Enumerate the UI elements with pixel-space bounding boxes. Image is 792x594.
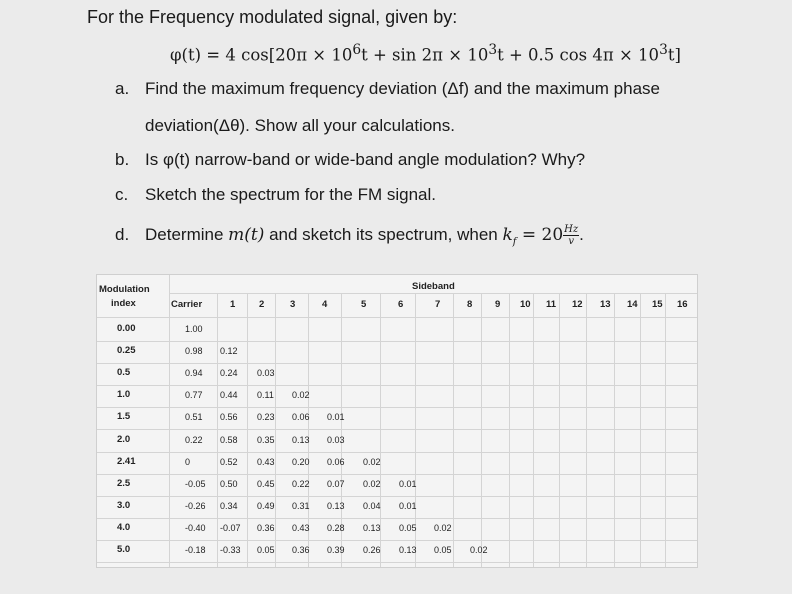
column-header-sideband-15: 15 <box>652 299 663 310</box>
kf-symbol: k <box>502 224 513 245</box>
sideband-value-cell: 0.31 <box>292 500 310 511</box>
carrier-value-cell: 0.77 <box>185 390 203 401</box>
column-header-sideband-10: 10 <box>520 299 531 310</box>
grid-line-vertical <box>453 293 454 567</box>
part-a <box>115 79 660 99</box>
part-a-label: a. <box>115 79 130 98</box>
column-header-sideband-12: 12 <box>572 299 583 310</box>
sideband-value-cell: 0.22 <box>292 478 310 489</box>
sideband-value-cell: 0.05 <box>399 522 417 533</box>
column-header-sideband-2: 2 <box>259 299 265 310</box>
sideband-value-cell: 0.52 <box>220 456 238 467</box>
grid-line-horizontal <box>97 429 697 430</box>
part-c <box>115 185 436 205</box>
grid-line-horizontal <box>97 518 697 519</box>
column-header-sideband-3: 3 <box>290 299 296 310</box>
row-modulation-index: 4.0 <box>117 521 131 533</box>
sideband-value-cell: 0.39 <box>327 545 345 555</box>
grid-line-vertical <box>169 275 170 567</box>
sideband-value-cell: 0.35 <box>257 434 275 445</box>
grid-line-vertical <box>640 293 641 567</box>
row-modulation-index: 5.0 <box>117 544 131 555</box>
grid-line-vertical <box>247 293 248 567</box>
grid-line-horizontal <box>97 385 697 386</box>
sideband-value-cell: 0.04 <box>363 500 381 511</box>
sideband-value-cell: 0.36 <box>292 545 310 555</box>
row-modulation-index: 0.25 <box>117 345 136 357</box>
row-modulation-index: 0.5 <box>117 367 131 379</box>
sideband-value-cell: 0.45 <box>257 478 275 489</box>
grid-line-vertical <box>586 293 587 567</box>
m-of-t: m(t) <box>228 224 265 245</box>
sideband-value-cell: 0.06 <box>327 456 345 467</box>
part-a-text: Find the maximum frequency deviation (Δf) and the maximum phase <box>145 79 660 98</box>
sideband-value-cell: 0.02 <box>470 545 488 555</box>
header-modulation: Modulation <box>99 284 150 295</box>
column-header-sideband-1: 1 <box>230 299 236 310</box>
column-header-sideband-6: 6 <box>398 299 404 310</box>
question-intro: For the Frequency modulated signal, given by: <box>87 7 458 27</box>
sideband-value-cell: 0.05 <box>257 545 275 555</box>
sideband-value-cell: 0.07 <box>327 478 345 489</box>
carrier-value-cell: -0.26 <box>185 500 206 511</box>
sideband-value-cell: 0.44 <box>220 390 238 401</box>
grid-line-horizontal <box>97 341 697 342</box>
row-modulation-index: 1.0 <box>117 389 131 401</box>
column-header-sideband-9: 9 <box>495 299 501 310</box>
grid-line-vertical <box>481 293 482 567</box>
grid-line-vertical <box>614 293 615 567</box>
sideband-value-cell: 0.24 <box>220 368 238 379</box>
sideband-value-cell: 0.02 <box>434 522 452 533</box>
sideband-value-cell: 0.13 <box>363 522 381 533</box>
header-sideband: Sideband <box>412 281 455 292</box>
sideband-value-cell: 0.03 <box>257 368 275 379</box>
column-header-sideband-8: 8 <box>467 299 473 310</box>
sideband-value-cell: 0.01 <box>399 478 417 489</box>
fm-signal-equation: φ(t) = 4 $\cos[20\pi \times 10^6t + \sin 2\pi \times 10^3t + 0.5$ $\cos 4\pi \times 10^3t$] <box>170 42 681 65</box>
sideband-value-cell: 0.13 <box>399 545 417 555</box>
column-header-sideband-16: 16 <box>677 299 688 310</box>
sideband-value-cell: 0.28 <box>327 522 345 533</box>
carrier-value-cell: 0.22 <box>185 434 203 445</box>
column-header-sideband-7: 7 <box>435 299 441 310</box>
grid-line-vertical <box>217 293 218 567</box>
column-header-carrier: Carrier <box>171 299 203 310</box>
part-c-text: Sketch the spectrum for the FM signal. <box>145 185 437 204</box>
sideband-value-cell: 0.34 <box>220 500 238 511</box>
part-d: d. Determine m(t) and sketch its spectrum, when $k_f = 20$ $\frac{Hz}{v}$ . <box>115 224 584 248</box>
part-b <box>115 150 585 170</box>
column-header-sideband-4: 4 <box>322 299 328 310</box>
header-index: index <box>111 298 136 309</box>
part-c-label: c. <box>115 185 129 204</box>
sideband-value-cell: 0.11 <box>257 390 274 401</box>
sideband-value-cell: 0.56 <box>220 412 238 423</box>
sideband-value-cell: 0.49 <box>257 500 275 511</box>
sideband-value-cell: 0.26 <box>363 545 381 555</box>
grid-line-horizontal <box>97 407 697 408</box>
sideband-value-cell: 0.02 <box>292 390 310 401</box>
part-b-text: Is φ(t) narrow-band or wide-band angle modulation? Why? <box>145 150 586 169</box>
sideband-value-cell: 0.58 <box>220 434 238 445</box>
sideband-value-cell: 0.02 <box>363 478 381 489</box>
sideband-value-cell: 0.50 <box>220 478 238 489</box>
column-header-sideband-14: 14 <box>627 299 638 310</box>
grid-line-horizontal <box>97 317 697 318</box>
sideband-value-cell: 0.43 <box>257 456 275 467</box>
grid-line-vertical <box>509 293 510 567</box>
sideband-value-cell: 0.01 <box>399 500 417 511</box>
row-modulation-index: 2.5 <box>117 477 131 489</box>
sideband-value-cell: -0.33 <box>220 545 241 555</box>
carrier-value-cell: -0.18 <box>185 545 206 555</box>
part-d-label: d. <box>115 224 130 244</box>
column-header-sideband-13: 13 <box>600 299 611 310</box>
sideband-value-cell: 0.36 <box>257 522 275 533</box>
row-modulation-index: 1.5 <box>117 411 131 423</box>
grid-line-vertical <box>559 293 560 567</box>
hz-per-volt-fraction: $\frac{Hz}{v}$ <box>564 224 579 247</box>
column-header-sideband-11: 11 <box>546 299 557 310</box>
grid-line-horizontal <box>97 562 697 563</box>
carrier-value-cell: 1.00 <box>185 324 203 334</box>
carrier-value-cell: 0 <box>185 456 191 467</box>
grid-line-vertical <box>275 293 276 567</box>
sideband-value-cell: 0.03 <box>327 434 345 445</box>
grid-line-horizontal <box>97 363 697 364</box>
carrier-value-cell: 0.51 <box>185 412 203 423</box>
grid-line-vertical <box>665 293 666 567</box>
sideband-value-cell: 0.13 <box>292 434 310 445</box>
sideband-value-cell: 0.23 <box>257 412 275 423</box>
sideband-value-cell: 0.01 <box>327 412 345 423</box>
row-modulation-index: 0.00 <box>117 323 136 334</box>
grid-line-horizontal <box>169 293 697 294</box>
sideband-value-cell: 0.20 <box>292 456 310 467</box>
carrier-value-cell: 0.98 <box>185 346 203 357</box>
row-modulation-index: 3.0 <box>117 499 131 511</box>
column-header-sideband-5: 5 <box>361 299 367 310</box>
grid-line-horizontal <box>97 474 697 475</box>
grid-line-horizontal <box>97 496 697 497</box>
sideband-value-cell: 0.02 <box>363 456 381 467</box>
part-a-continuation: deviation(Δθ). Show all your calculations. <box>145 116 455 135</box>
carrier-value-cell: -0.05 <box>185 478 206 489</box>
row-modulation-index: 2.0 <box>117 433 131 445</box>
sideband-value-cell: 0.12 <box>220 346 238 357</box>
bessel-function-table <box>96 274 698 568</box>
carrier-value-cell: 0.94 <box>185 368 203 379</box>
sideband-value-cell: 0.05 <box>434 545 452 555</box>
grid-line-horizontal <box>97 452 697 453</box>
sideband-value-cell: 0.13 <box>327 500 345 511</box>
row-modulation-index: 2.41 <box>117 455 136 467</box>
sideband-value-cell: -0.07 <box>220 522 241 533</box>
grid-line-horizontal <box>97 540 697 541</box>
grid-line-vertical <box>533 293 534 567</box>
sideband-value-cell: 0.43 <box>292 522 310 533</box>
sideband-value-cell: 0.06 <box>292 412 310 423</box>
part-b-label: b. <box>115 150 130 169</box>
carrier-value-cell: -0.40 <box>185 522 206 533</box>
